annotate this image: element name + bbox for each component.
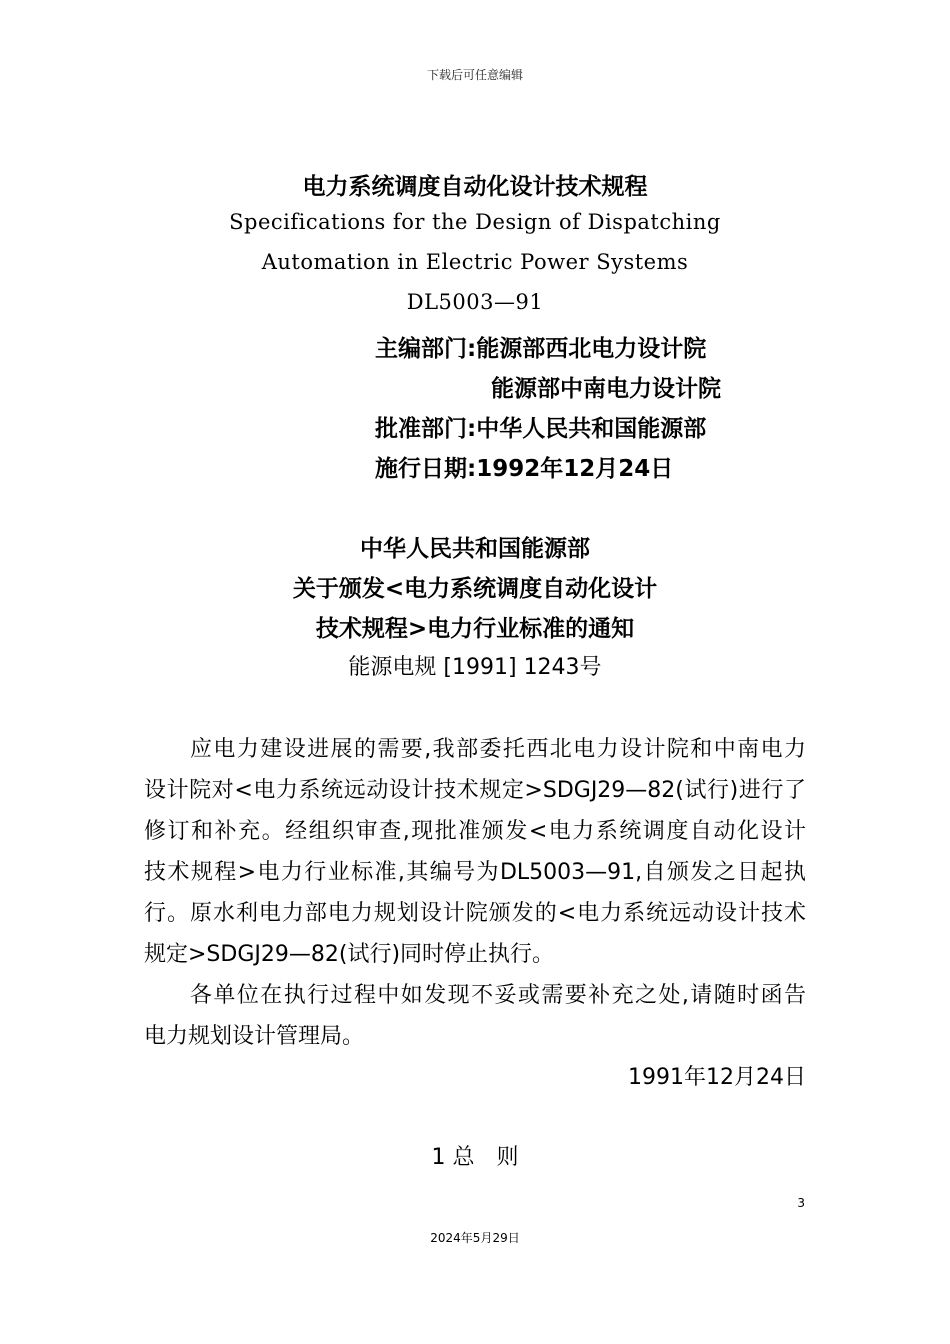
editors-line-1: 主编部门:能源部西北电力设计院 bbox=[375, 336, 707, 362]
editors-line-2: 能源部中南电力设计院 bbox=[491, 376, 721, 402]
title-english-line-1: Specifications for the Design of Dispatching bbox=[229, 210, 721, 234]
title-chinese: 电力系统调度自动化设计技术规程 bbox=[302, 174, 648, 200]
paragraph-line: 各单位在执行过程中如发现不妥或需要补充之处,请随时函告 bbox=[190, 983, 806, 1008]
paragraph-line: 修订和补充。经组织审查,现批准颁发<电力系统调度自动化设计 bbox=[144, 819, 806, 844]
notice-title-3: 技术规程>电力行业标准的通知 bbox=[315, 616, 635, 642]
paragraph-line: 规定>SDGJ29—82(试行)同时停止执行。 bbox=[144, 942, 555, 967]
title-english-line-2: Automation in Electric Power Systems bbox=[261, 250, 689, 274]
paragraph-line: 行。原水利电力部电力规划设计院颁发的<电力系统远动设计技术 bbox=[144, 901, 806, 926]
paragraph-line: 技术规程>电力行业标准,其编号为DL5003—91,自颁发之日起执 bbox=[144, 860, 806, 885]
paragraph-line: 设计院对<电力系统远动设计技术规定>SDGJ29—82(试行)进行了 bbox=[144, 778, 806, 803]
chapter-heading: 1 总 则 bbox=[431, 1145, 519, 1170]
effective-date-line: 施行日期:1992年12月24日 bbox=[375, 456, 674, 482]
page-number: 3 bbox=[797, 1196, 805, 1210]
notice-title-2: 关于颁发<电力系统调度自动化设计 bbox=[292, 576, 658, 602]
signature-date: 1991年12月24日 bbox=[628, 1065, 806, 1090]
standard-code: DL5003—91 bbox=[406, 290, 544, 314]
paragraph-line: 应电力建设进展的需要,我部委托西北电力设计院和中南电力 bbox=[190, 737, 806, 762]
notice-title-1: 中华人民共和国能源部 bbox=[360, 536, 590, 562]
document-number: 能源电规 [1991] 1243号 bbox=[348, 655, 602, 680]
paragraph-line: 电力规划设计管理局。 bbox=[144, 1024, 365, 1049]
approver-line: 批准部门:中华人民共和国能源部 bbox=[375, 416, 707, 442]
footer-date: 2024年5月29日 bbox=[430, 1231, 520, 1245]
page-header: 下载后可任意编辑 bbox=[426, 68, 523, 82]
